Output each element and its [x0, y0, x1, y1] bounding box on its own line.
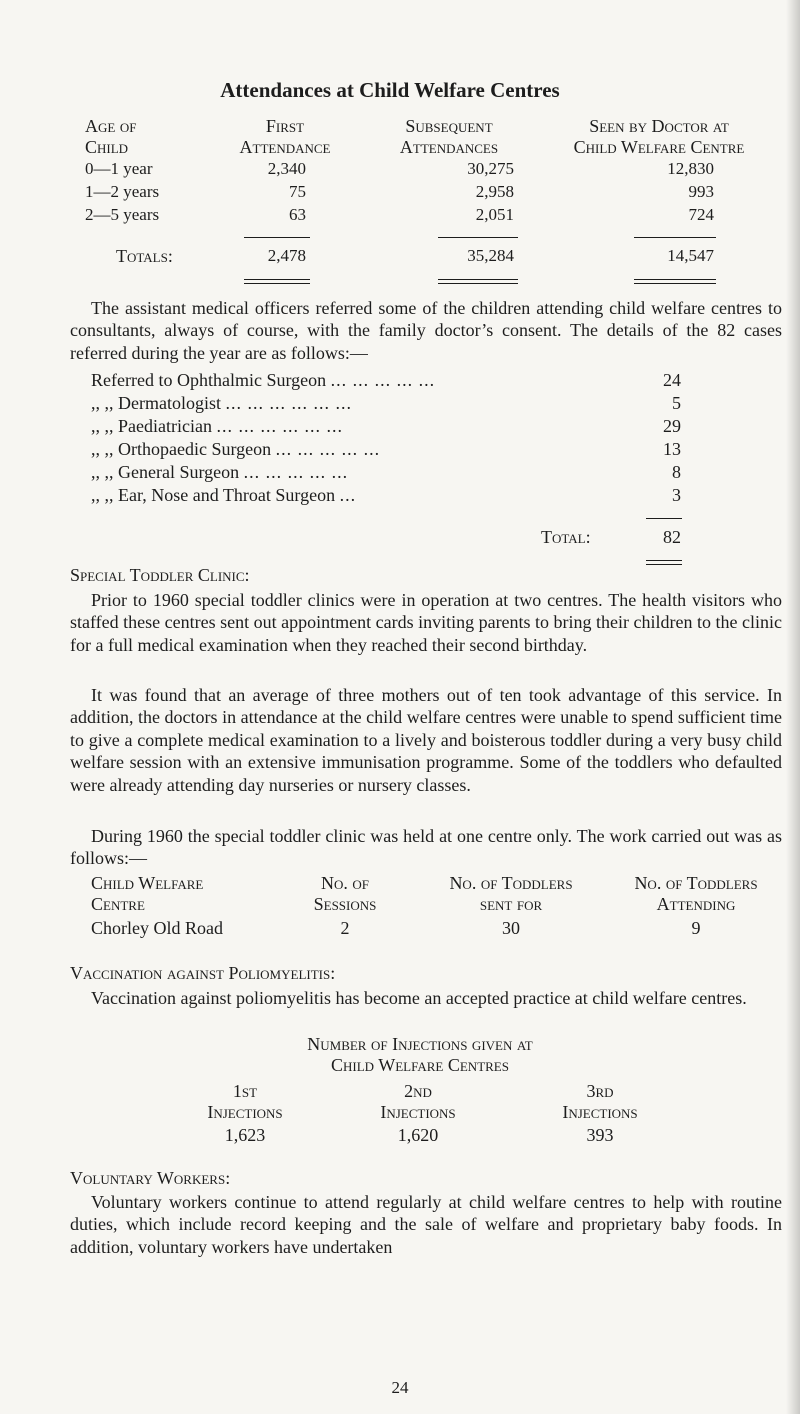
totals-label: Totals: [116, 246, 173, 266]
header-age-of-child: Age of Child [85, 116, 137, 157]
table-cell: 30,275 [467, 159, 514, 178]
referral-total-value: 82 [663, 527, 681, 547]
header-1st-injections: 1st Injections [207, 1081, 283, 1122]
header-toddlers-sent-for: No. of Toddlers sent for [449, 873, 573, 914]
header-no-of-sessions: No. of Sessions [313, 873, 377, 914]
table-row-age: 0—1 year [85, 159, 153, 178]
table-cell: 2,958 [475, 182, 514, 201]
sessions-value: 2 [340, 918, 350, 938]
referral-label: ,, ,, Ear, Nose and Throat Surgeon [91, 485, 336, 505]
leader-dots: ... ... ... ... ... ... [225, 393, 352, 413]
referral-label: ,, ,, Paediatrician [91, 416, 212, 436]
section-heading-polio: Vaccination against Poliomyelitis: [70, 963, 336, 983]
table-row-age: 2—5 years [85, 205, 160, 224]
table-cell: 2,340 [267, 159, 306, 178]
referral-count: 3 [672, 485, 681, 505]
paragraph-toddler-2: It was found that an average of three mothers out of ten took advantage of this service. In addition, the doctors in attendance at the child welfare centres were unable to spend sufficient time to give a complete medical examination to a lively and boisterous toddler during a very busy child welfare session with an extensive immunisation programme. Some of the toddlers who defaulted were already attending day nurseries or nursery classes. [70, 685, 782, 795]
injections-3rd-value: 393 [586, 1125, 614, 1145]
header-seen-by-doctor: Seen by Doctor at Child Welfare Centre [573, 116, 745, 157]
injections-title: Number of Injections given at Child Welfare Centres [307, 1034, 533, 1075]
table-cell: 75 [289, 182, 306, 201]
leader-dots: ... [339, 485, 357, 505]
leader-dots: ... ... ... ... ... [330, 370, 436, 390]
rule-line [634, 237, 716, 238]
paragraph-toddler-3: During 1960 the special toddler clinic was held at one centre only. The work carried out was as follows:— [70, 826, 782, 869]
referral-label: Referred to Ophthalmic Surgeon [91, 370, 327, 390]
rule-line [438, 237, 518, 238]
leader-dots: ... ... ... ... ... [243, 462, 349, 482]
total-first: 2,478 [267, 246, 306, 265]
section-heading-voluntary: Voluntary Workers: [70, 1168, 231, 1188]
referral-total-label: Total: [541, 527, 591, 547]
paragraph-voluntary: Voluntary workers continue to attend regularly at child welfare centres to help with routine duties, which include record keeping and the sale of welfare and proprietary baby foods. In addition, voluntary workers have undertaken [70, 1192, 782, 1257]
referral-label: ,, ,, Dermatologist [91, 393, 221, 413]
injections-2nd-value: 1,620 [397, 1125, 439, 1145]
header-toddlers-attending: No. of Toddlers Attending [634, 873, 758, 914]
header-subsequent-attendances: Subsequent Attendances [399, 116, 499, 157]
table-cell: 724 [688, 205, 714, 224]
table-cell: 12,830 [667, 159, 714, 178]
total-subsequent: 35,284 [467, 246, 514, 265]
double-rule [634, 279, 716, 284]
referral-count: 5 [672, 393, 681, 413]
paragraph-referral: The assistant medical officers referred some of the children attending child welfare centres to consultants, always of course, with the family doctor’s consent. The details of the 82 cases referred during the year are as follows:— [70, 298, 782, 363]
table-cell: 63 [289, 205, 306, 224]
sent-for-value: 30 [502, 918, 520, 938]
double-rule [244, 279, 310, 284]
referral-count: 29 [663, 416, 681, 436]
leader-dots: ... ... ... ... ... ... [216, 416, 343, 436]
paragraph-polio: Vaccination against poliomyelitis has become an accepted practice at child welfare centres. [91, 988, 747, 1008]
leader-dots: ... ... ... ... ... [275, 439, 381, 459]
header-2nd-injections: 2nd Injections [380, 1081, 456, 1122]
double-rule [438, 279, 518, 284]
rule-line [646, 518, 682, 519]
table-cell: 2,051 [475, 205, 514, 224]
page-title: Attendances at Child Welfare Centres [220, 78, 560, 102]
referral-count: 13 [663, 439, 681, 459]
referral-label: ,, ,, General Surgeon [91, 462, 240, 482]
rule-line [244, 237, 310, 238]
table-cell: 993 [688, 182, 714, 201]
injections-1st-value: 1,623 [224, 1125, 266, 1145]
paragraph-toddler-1: Prior to 1960 special toddler clinics were in operation at two centres. The health visitors who staffed these centres sent out appointment cards inviting parents to bring their children to the clinic for a full medical examination when they reached their second birthday. [70, 590, 782, 655]
referral-count: 8 [672, 462, 681, 482]
header-3rd-injections: 3rd Injections [562, 1081, 638, 1122]
referral-count: 24 [663, 370, 681, 390]
header-first-attendance: First Attendance [239, 116, 331, 157]
page-number: 24 [391, 1378, 409, 1397]
section-heading-toddler: Special Toddler Clinic: [70, 565, 250, 585]
double-rule [646, 560, 682, 565]
page-edge-shadow [786, 0, 800, 1414]
total-seen-by-doctor: 14,547 [667, 246, 714, 265]
referral-label: ,, ,, Orthopaedic Surgeon [91, 439, 272, 459]
attending-value: 9 [691, 918, 701, 938]
header-child-welfare-centre: Child Welfare Centre [91, 873, 204, 914]
centre-name: Chorley Old Road [91, 918, 223, 938]
table-row-age: 1—2 years [85, 182, 160, 201]
